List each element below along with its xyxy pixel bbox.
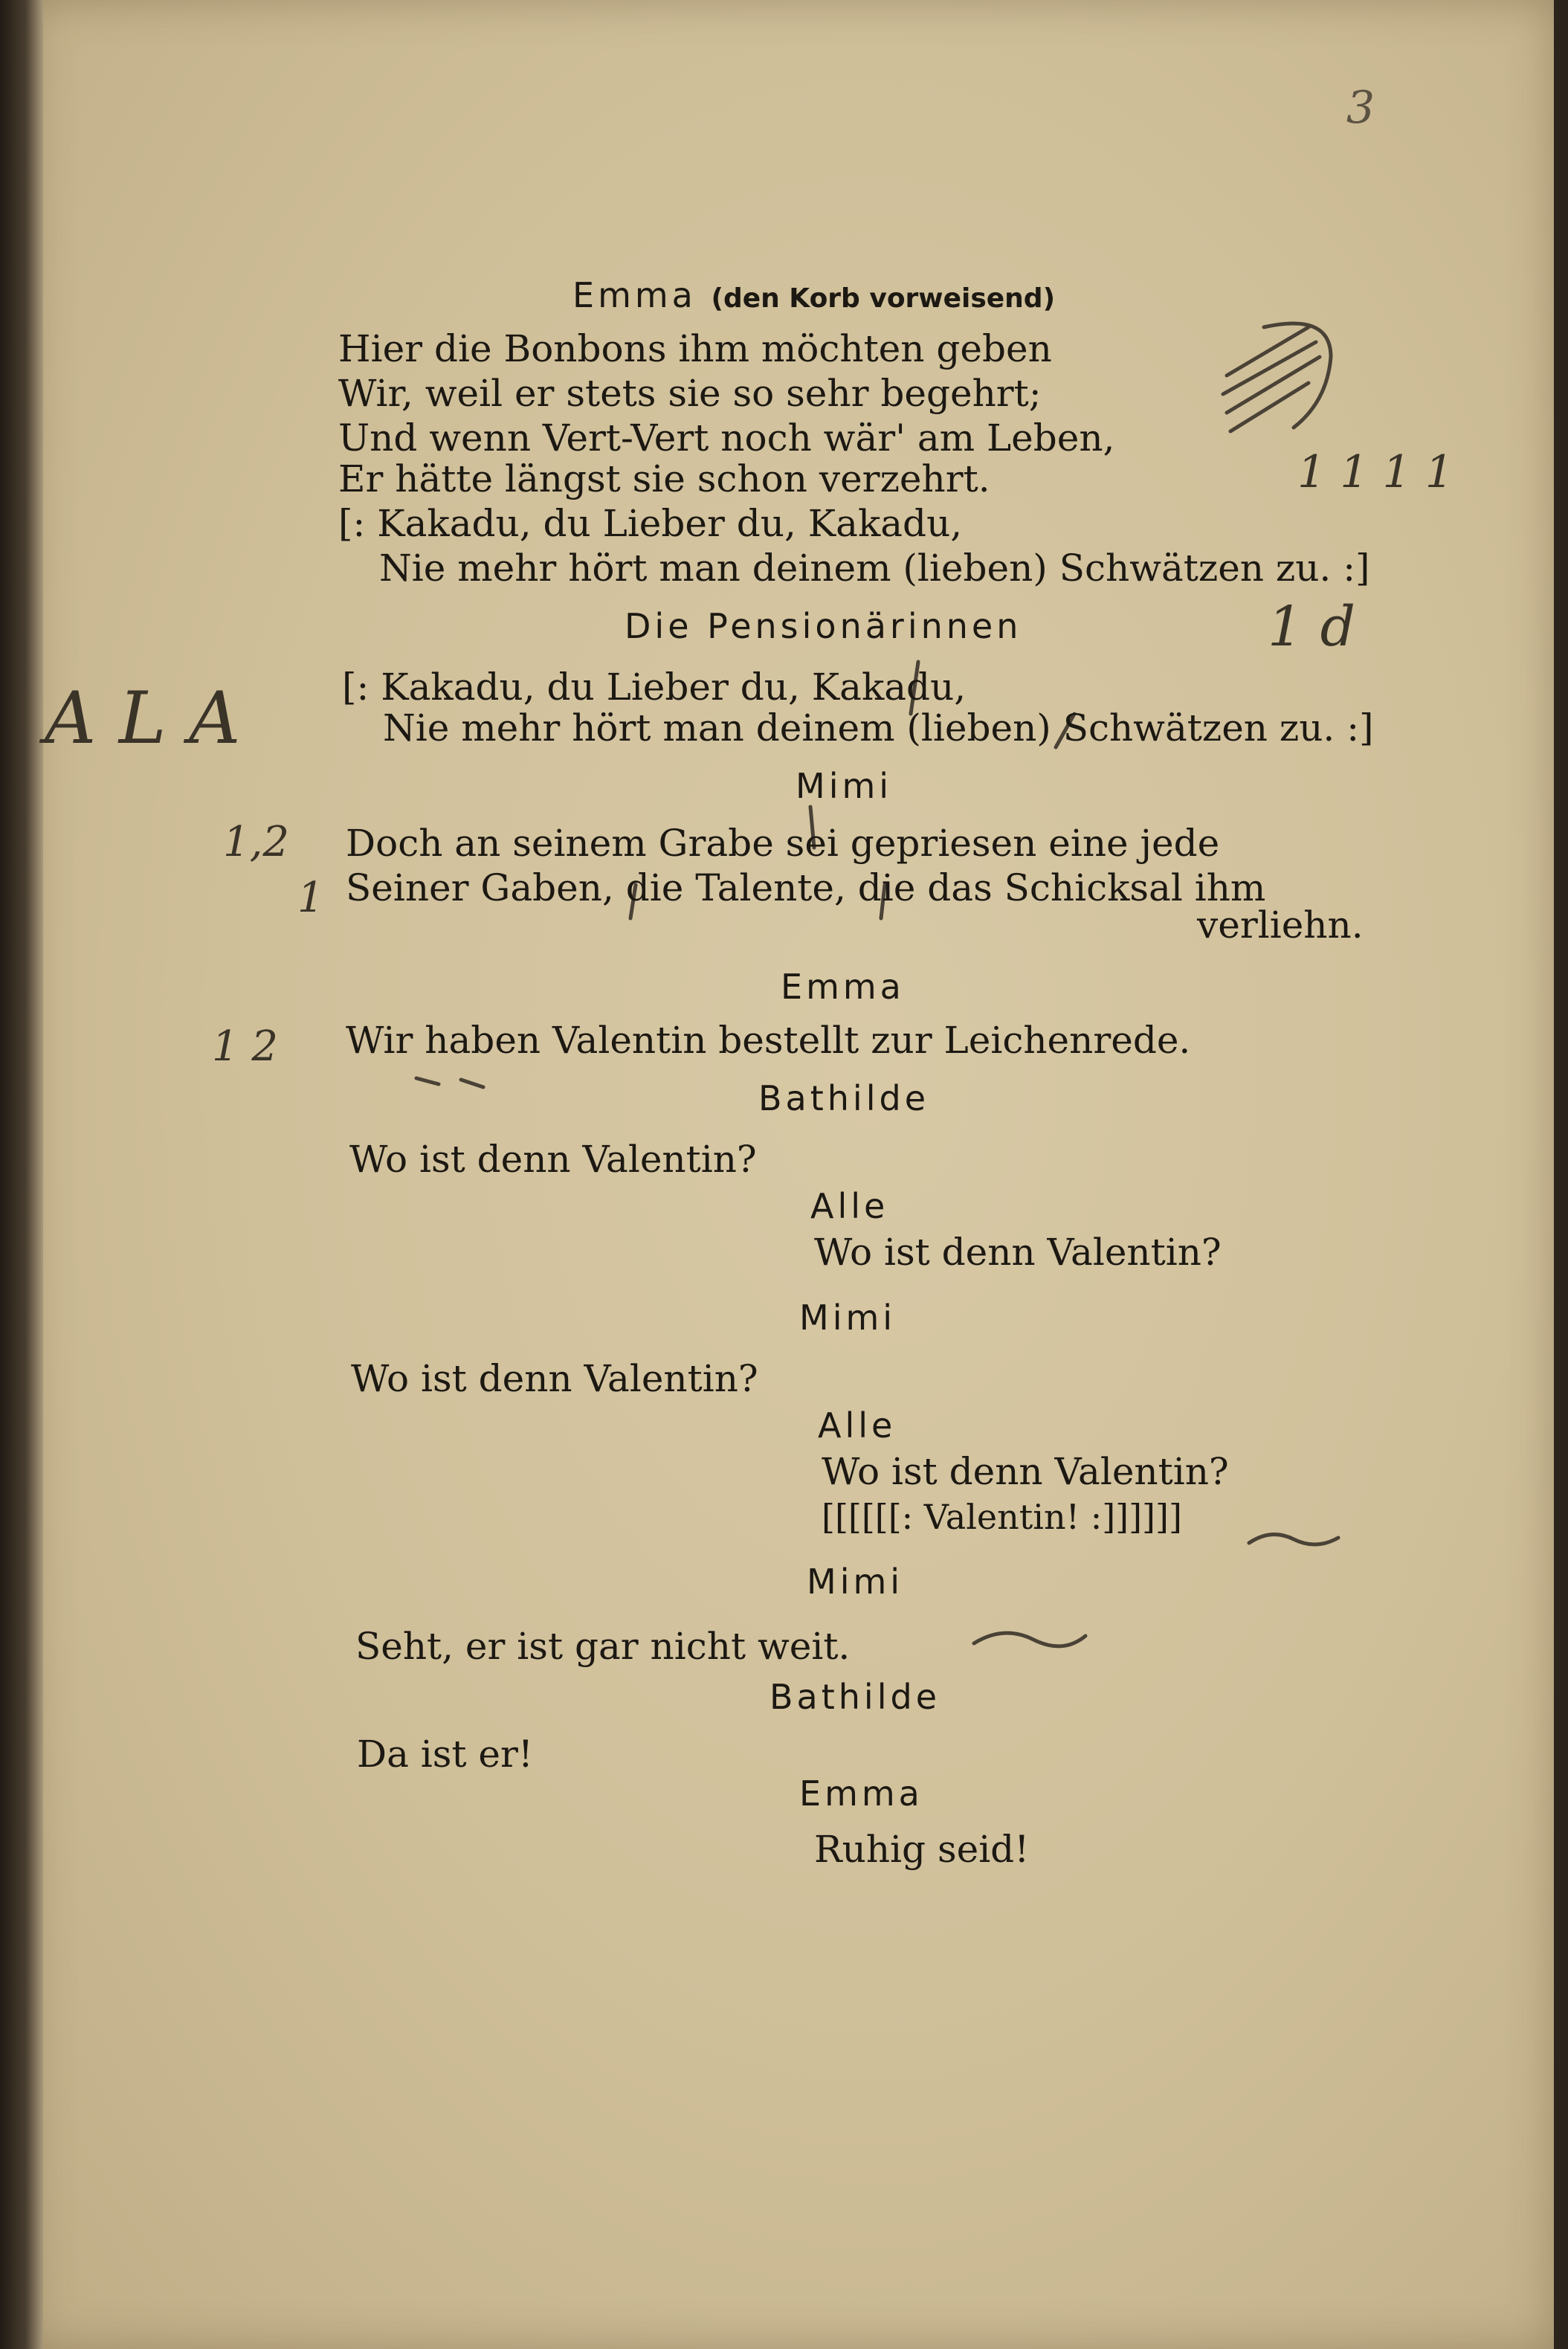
verse-line: Seht, er ist gar nicht weit. [355, 1625, 851, 1668]
book-spine [0, 0, 43, 2349]
handwritten-note: A L A [45, 677, 241, 760]
verse-line: Nie mehr hört man deinem (lieben) Schwätzen zu. :] [383, 706, 1374, 750]
verse-line: Und wenn Vert-Vert noch wär' am Leben, [338, 416, 1115, 460]
verse-line: Ruhig seid! [814, 1828, 1030, 1871]
verse-line: Wir, weil er stets sie so sehr begehrt; [338, 372, 1042, 415]
verse-line: verliehn. [1197, 903, 1364, 947]
verse-line: Wo ist denn Valentin? [814, 1231, 1222, 1274]
stage-direction: (den Korb vorweisend) [711, 283, 1056, 314]
verse-line: Da ist er! [357, 1733, 534, 1776]
speaker-mimi: Mimi [799, 1298, 897, 1338]
speaker-alle: Alle [810, 1186, 889, 1226]
handwritten-note: 1 2 [212, 1022, 279, 1071]
verse-line: Er hätte längst sie schon verzehrt. [338, 457, 990, 500]
verse-line: Wir haben Valentin bestellt zur Leichenrede. [346, 1019, 1191, 1062]
handwritten-note: 1 d [1268, 595, 1355, 659]
handwritten-note: 1 [297, 874, 324, 922]
speaker-bathilde: Bathilde [770, 1677, 941, 1717]
speaker-emma: Emma [781, 967, 905, 1007]
verse-line: Hier die Bonbons ihm möchten geben [338, 327, 1052, 370]
speaker-mimi: Mimi [807, 1562, 904, 1602]
speaker-alle: Alle [818, 1405, 897, 1446]
handwritten-note: 1,2 [223, 818, 290, 866]
speaker-bathilde: Bathilde [758, 1078, 929, 1118]
verse-line: Wo ist denn Valentin? [349, 1138, 757, 1181]
speaker-pensionaerinnen: Die Pensionärinnen [625, 606, 1022, 646]
page-number: 3 [1346, 82, 1375, 134]
handwritten-note: 1 1 1 1 [1297, 446, 1454, 498]
speaker-emma: Emma [799, 1773, 923, 1814]
verse-line: [: Kakadu, du Lieber du, Kakadu, [342, 666, 967, 709]
verse-line: [: Kakadu, du Lieber du, Kakadu, [338, 502, 963, 545]
verse-line: Doch an seinem Grabe sei gepriesen eine jede [346, 822, 1220, 865]
verse-line: Nie mehr hört man deinem (lieben) Schwätzen zu. :] [379, 547, 1370, 590]
speaker-mimi: Mimi [796, 766, 893, 806]
verse-line: Seiner Gaben, die Talente, die das Schicksal ihm [346, 866, 1266, 909]
verse-line: Wo ist denn Valentin? [822, 1450, 1229, 1493]
speaker-emma: Emma (den Korb vorweisend) [572, 275, 1056, 315]
verse-line: Wo ist denn Valentin? [351, 1357, 758, 1400]
verse-line: [[[[[[: Valentin! :]]]]]] [822, 1497, 1182, 1537]
